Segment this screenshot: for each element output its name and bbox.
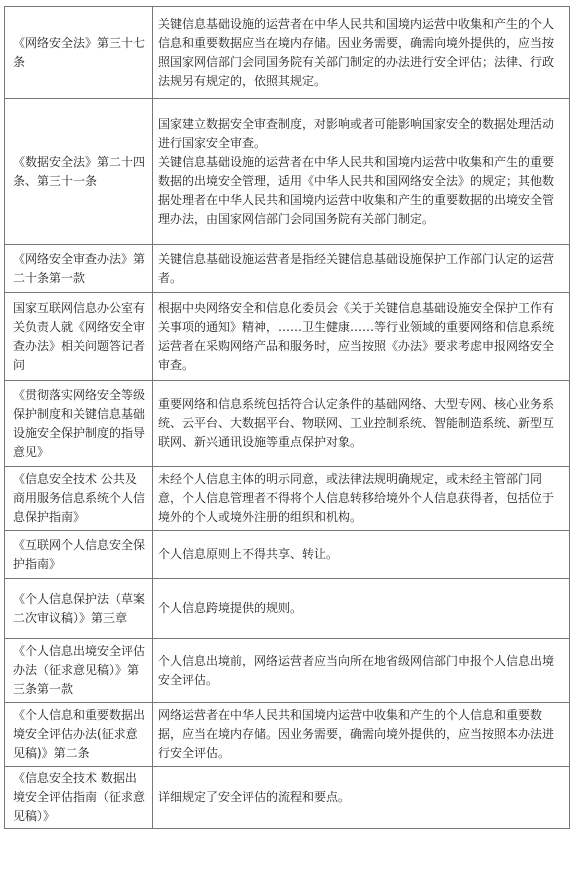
table-row bbox=[5, 293, 570, 381]
provision-paragraph: 关键信息基础设施运营者是指经关键信息基础设施保护工作部门认定的运营者。 bbox=[158, 251, 555, 285]
table-row bbox=[5, 703, 570, 767]
source-cell: 《信息安全技术 数据出境安全评估指南（征求意见稿）》 bbox=[5, 767, 153, 829]
table-row bbox=[5, 639, 570, 703]
source-cell: 《个人信息保护法（草案二次审议稿）》第三章 bbox=[5, 579, 153, 639]
provision-cell bbox=[153, 767, 570, 829]
table-row bbox=[5, 767, 570, 829]
source-cell: 《互联网个人信息安全保护指南》 bbox=[5, 531, 153, 579]
provision-paragraph: 未经个人信息主体的明示同意，或法律法规明确规定，或未经主管部门同意，个人信息管理者不得将个人信息转移给境外个人信息获得者，包括位于境外的个人或境外注册的组织和机构。 bbox=[158, 472, 555, 524]
provision-paragraph: 网络运营者在中华人民共和国境内运营中收集和产生的个人信息和重要数据，应当在境内存储。因业务需要，确需向境外提供的，应当按照本办法进行安全评估。 bbox=[158, 708, 555, 760]
source-cell: 《网络安全审查办法》第二十条第一款 bbox=[5, 245, 153, 293]
table-row bbox=[5, 579, 570, 639]
provision-paragraph: 国家建立数据安全审查制度，对影响或者可能影响国家安全的数据处理活动进行国家安全审查。 bbox=[158, 116, 555, 150]
provision-paragraph: 个人信息出境前，网络运营者应当向所在地省级网信部门申报个人信息出境安全评估。 bbox=[158, 653, 555, 687]
provision-paragraph: 关键信息基础设施的运营者在中华人民共和国境内运营中收集和产生的重要数据的出境安全管理，适用《中华人民共和国网络安全法》的规定；其他数据处理者在中华人民共和国境内运营中收集和产生的重要数据的出境安全管理办法，由国家网信部门会同国务院有关部门制定。 bbox=[158, 154, 555, 226]
source-cell: 《信息安全技术 公共及商用服务信息系统个人信息保护指南》 bbox=[5, 467, 153, 531]
table-row bbox=[5, 99, 570, 245]
table-row bbox=[5, 381, 570, 467]
provision-paragraph: 重要网络和信息系统包括符合认定条件的基础网络、大型专网、核心业务系统、云平台、大数据平台、物联网、工业控制系统、智能制造系统、新型互联网、新兴通讯设施等重点保护对象。 bbox=[158, 397, 555, 449]
source-cell: 《贯彻落实网络安全等级保护制度和关键信息基础设施安全保护制度的指导意见》 bbox=[5, 381, 153, 467]
table-row bbox=[5, 531, 570, 579]
provision-cell bbox=[153, 579, 570, 639]
source-cell: 《个人信息和重要数据出境安全评估办法(征求意见稿)》第二条 bbox=[5, 703, 153, 767]
table-body bbox=[5, 7, 570, 829]
provision-cell bbox=[153, 531, 570, 579]
table-row bbox=[5, 467, 570, 531]
provision-cell bbox=[153, 703, 570, 767]
table-row bbox=[5, 7, 570, 99]
provision-cell bbox=[153, 639, 570, 703]
regulations-table bbox=[4, 6, 570, 829]
provision-cell bbox=[153, 467, 570, 531]
provision-cell bbox=[153, 7, 570, 99]
provision-paragraph: 详细规定了安全评估的流程和要点。 bbox=[158, 790, 351, 804]
source-cell: 《个人信息出境安全评估办法（征求意见稿）》第三条第一款 bbox=[5, 639, 153, 703]
provision-paragraph: 根据中央网络安全和信息化委员会《关于关键信息基础设施安全保护工作有关事项的通知》精神，……卫生健康……等行业领域的重要网络和信息系统运营者在采购网络产品和服务时，应当按照《办法》要求考虑申报网络安全审查。 bbox=[158, 300, 555, 372]
provision-paragraph: 个人信息原则上不得共享、转让。 bbox=[158, 547, 339, 561]
source-cell: 《网络安全法》第三十七条 bbox=[5, 7, 153, 99]
source-cell: 国家互联网信息办公室有关负责人就《网络安全审查办法》相关问题答记者问 bbox=[5, 293, 153, 381]
provision-paragraph: 关键信息基础设施的运营者在中华人民共和国境内运营中收集和产生的个人信息和重要数据应当在境内存储。因业务需要，确需向境外提供的，应当按照国家网信部门会同国务院有关部门制定的办法进行安全评估；法律、行政法规另有规定的，依照其规定。 bbox=[158, 16, 555, 88]
provision-cell bbox=[153, 245, 570, 293]
table-row bbox=[5, 245, 570, 293]
source-cell: 《数据安全法》第二十四条、第三十一条 bbox=[5, 99, 153, 245]
provision-paragraph: 个人信息跨境提供的规则。 bbox=[158, 601, 303, 615]
provision-cell bbox=[153, 293, 570, 381]
provision-cell bbox=[153, 99, 570, 245]
provision-cell bbox=[153, 381, 570, 467]
